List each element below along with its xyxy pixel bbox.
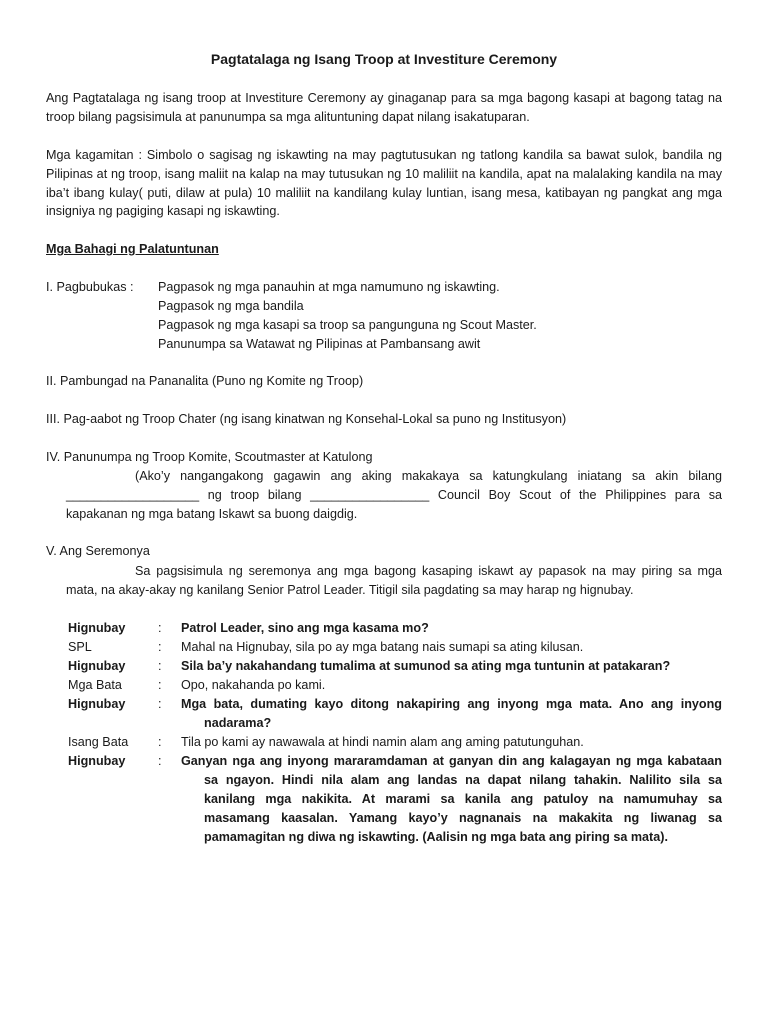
materials-paragraph: Mga kagamitan : Simbolo o sagisag ng iskawting na may pagtutusukan ng tatlong kandila sa bawat sulok, bandila ng Pilipinas at ng troop, isang maliit na kalap na may tutusukan ng 10 maliliit na kandila, apat na malalaking kandila na may iba’t ibang kulay( puti, dilaw at pula) 10 maliliit na kandilang kulay luntian, isang mesa, katibayan ng pangkat ang mga insigniya ng pagiging kasapi ng iskawting. bbox=[46, 148, 722, 219]
dialogue-speaker: Mga Bata bbox=[68, 678, 122, 692]
dialogue-line: Patrol Leader, sino ang mga kasama mo? bbox=[181, 621, 429, 635]
section-4-oath-line: kapakanan ng mga batang Iskawt sa buong daigdig. bbox=[66, 507, 358, 521]
section-1-label: I. Pagbubukas : bbox=[46, 280, 134, 294]
section-5-label: V. Ang Seremonya bbox=[46, 544, 150, 558]
dialogue-line: Sila ba’y nakahandang tumalima at sumunod sa ating mga tuntunin at patakaran? bbox=[181, 659, 671, 673]
dialogue-line: Opo, nakahanda po kami. bbox=[181, 678, 326, 692]
dialogue-line: sa ngayon. Hindi nila alam ang landas na dapat nilang tahakin. Nalilito sila sa bbox=[204, 773, 722, 787]
dialogue-line: Mahal na Hignubay, sila po ay mga batang nais sumapi sa ating kilusan. bbox=[181, 640, 584, 654]
section-4-oath-line: ___________________ ng troop bilang _________________ Council Boy Scout of the Philippines para sa bbox=[66, 488, 722, 502]
dialogue-line: Tila po kami ay nawawala at hindi namin alam ang aming patutunguhan. bbox=[181, 735, 584, 749]
dialogue-speaker: Hignubay bbox=[68, 697, 126, 711]
document-title: Pagtatalaga ng Isang Troop at Investiture Ceremony bbox=[210, 51, 558, 67]
dialogue-line: Mga bata, dumating kayo ditong nakapiring ang inyong mga mata. Ano ang inyong bbox=[181, 697, 722, 711]
dialogue-colon: : bbox=[158, 621, 162, 635]
section-2: II. Pambungad na Pananalita (Puno ng Komite ng Troop) bbox=[46, 374, 364, 388]
dialogue-speaker: Hignubay bbox=[68, 659, 126, 673]
section-3: III. Pag-aabot ng Troop Chater (ng isang kinatwan ng Konsehal-Lokal sa puno ng Institusyon) bbox=[46, 412, 567, 426]
dialogue-line: masamang kaasalan. Yamang kayo’y nagnanais na makakita ng liwanag sa bbox=[204, 811, 722, 825]
program-heading: Mga Bahagi ng Palatuntunan bbox=[46, 242, 219, 256]
section-4-label: IV. Panunumpa ng Troop Komite, Scoutmaster at Katulong bbox=[46, 450, 373, 464]
section-5-line: Sa pagsisimula ng seremonya ang mga bagong kasaping iskawt ay papasok na may piring sa mga bbox=[135, 564, 722, 578]
dialogue-colon: : bbox=[158, 678, 162, 692]
dialogue-speaker: Hignubay bbox=[68, 754, 126, 768]
dialogue-line: Ganyan nga ang inyong mararamdaman at ganyan din ang kalagayan ng mga kabataan bbox=[181, 754, 722, 768]
section-1-item: Pagpasok ng mga kasapi sa troop sa pangunguna ng Scout Master. bbox=[158, 318, 537, 332]
section-4-oath-line: (Ako’y nangangakong gagawin ang aking makakaya sa katungkulang iniatang sa akin bilang bbox=[135, 469, 722, 483]
dialogue-colon: : bbox=[158, 659, 162, 673]
dialogue-speaker: Isang Bata bbox=[68, 735, 129, 749]
section-5-line: mata, na akay-akay ng kanilang Senior Patrol Leader. Titigil sila pagdating sa may harap ng hignubay. bbox=[66, 583, 634, 597]
section-1-item: Pagpasok ng mga bandila bbox=[158, 299, 304, 313]
dialogue-colon: : bbox=[158, 697, 162, 711]
dialogue-speaker: Hignubay bbox=[68, 621, 126, 635]
dialogue-line: nadarama? bbox=[204, 716, 272, 730]
dialogue-colon: : bbox=[158, 735, 162, 749]
section-1-item: Panunumpa sa Watawat ng Pilipinas at Pambansang awit bbox=[158, 337, 481, 351]
dialogue-line: kanilang mga nakikita. At marami sa kanila ang patuloy na namumuhay sa bbox=[204, 792, 722, 806]
dialogue-line: pamamagitan ng diwa ng iskawting. (Aalisin ng mga bata ang piring sa mata). bbox=[204, 830, 668, 844]
intro-paragraph: Ang Pagtatalaga ng isang troop at Investiture Ceremony ay ginaganap para sa mga bagong kasapi at bagong tatag na troop bilang pagsisimula at panunumpa sa mga alituntuning dapat nilang isakatuparan. bbox=[46, 91, 722, 124]
section-1-item: Pagpasok ng mga panauhin at mga namumuno ng iskawting. bbox=[158, 280, 500, 294]
dialogue-colon: : bbox=[158, 754, 162, 768]
dialogue-colon: : bbox=[158, 640, 162, 654]
dialogue-speaker: SPL bbox=[68, 640, 92, 654]
